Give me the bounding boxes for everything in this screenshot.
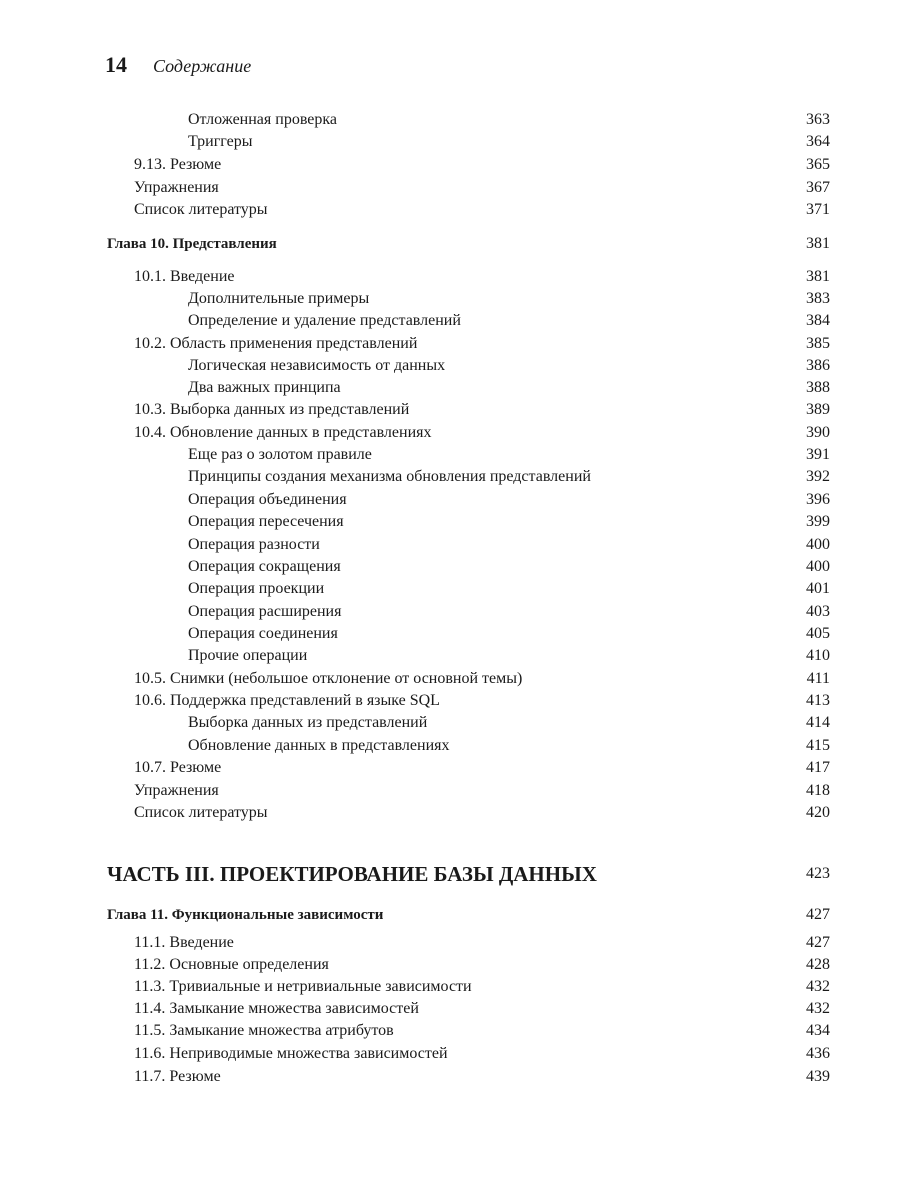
toc-entry-title: Операция сокращения [188, 558, 341, 575]
toc-entry [0, 444, 900, 466]
toc-entry-title: Дополнительные примеры [188, 290, 370, 307]
toc-entry-page-number: 384 [806, 312, 830, 329]
toc-entry [0, 757, 900, 779]
toc-entry-title: Упражнения [134, 782, 219, 799]
toc-entry-page-number: 415 [806, 737, 830, 754]
toc-entry-page-number: 400 [806, 536, 830, 553]
toc-entry [0, 578, 900, 600]
toc-entry-title: Триггеры [188, 133, 253, 150]
toc-entry-title: 10.3. Выборка данных из представлений [134, 401, 410, 418]
toc-entry-page-number: 436 [806, 1045, 830, 1062]
toc-entry [0, 1066, 900, 1088]
toc-entry [0, 266, 900, 288]
toc-entry [0, 199, 900, 221]
toc-entry-title: 11.2. Основные определения [134, 956, 329, 973]
toc-entry-title: Обновление данных в представлениях [188, 737, 450, 754]
toc-entry-title: 11.5. Замыкание множества атрибутов [134, 1022, 394, 1039]
toc-entry-title: ЧАСТЬ III. ПРОЕКТИРОВАНИЕ БАЗЫ ДАННЫХ [107, 862, 597, 886]
toc-entry [0, 954, 900, 976]
toc-entry [0, 998, 900, 1020]
running-title: Содержание [153, 56, 252, 76]
toc-entry [0, 288, 900, 310]
toc-entry [0, 976, 900, 998]
toc-entry-page-number: 427 [806, 906, 830, 923]
toc-entry [0, 310, 900, 332]
toc-entry [0, 712, 900, 734]
toc-entry-title: 10.6. Поддержка представлений в языке SQL [134, 692, 440, 709]
toc-entry-title: Два важных принципа [188, 379, 341, 396]
toc-entry-page-number: 391 [806, 446, 830, 463]
toc-entry-page-number: 432 [806, 1000, 830, 1017]
toc-entry-title: Определение и удаление представлений [188, 312, 461, 329]
toc-entry-page-number: 423 [806, 865, 830, 882]
toc-entry [0, 1020, 900, 1042]
toc-entry [0, 735, 900, 757]
toc-entry-page-number: 389 [806, 401, 830, 418]
toc-entry [0, 154, 900, 176]
toc-entry-title: 10.4. Обновление данных в представлениях [134, 424, 432, 441]
toc-entry-page-number: 414 [806, 714, 830, 731]
toc-entry [0, 645, 900, 667]
toc-entry-title: Принципы создания механизма обновления представлений [188, 468, 591, 485]
toc-entry-title: 10.2. Область применения представлений [134, 335, 418, 352]
toc-entry [0, 511, 900, 533]
toc-entry [0, 556, 900, 578]
running-head [105, 52, 251, 78]
toc-entry-page-number: 392 [806, 468, 830, 485]
toc-entry-page-number: 411 [806, 670, 830, 687]
toc-entry-page-number: 417 [806, 759, 830, 776]
toc-entry [0, 780, 900, 802]
toc-entry-title: Список литературы [134, 804, 268, 821]
toc-entry [0, 668, 900, 690]
toc-entry-page-number: 432 [806, 978, 830, 995]
toc-entry-page-number: 363 [806, 111, 830, 128]
toc-entry-page-number: 439 [806, 1068, 830, 1085]
toc-entry-title: Упражнения [134, 179, 219, 196]
toc-entry-page-number: 399 [806, 513, 830, 530]
toc-chapter-entry [0, 904, 900, 926]
toc-entry-title: 9.13. Резюме [134, 156, 222, 173]
toc-entry-title: 11.7. Резюме [134, 1068, 221, 1085]
toc-entry-title: 11.6. Неприводимые множества зависимостей [134, 1045, 448, 1062]
toc-entry-title: 10.7. Резюме [134, 759, 222, 776]
toc-entry-page-number: 386 [806, 357, 830, 374]
toc-entry-title: Операция проекции [188, 580, 325, 597]
toc-entry [0, 623, 900, 645]
toc-entry [0, 534, 900, 556]
toc-entry-title: Глава 11. Функциональные зависимости [107, 907, 384, 923]
toc-entry [0, 355, 900, 377]
toc-entry-page-number: 364 [806, 133, 830, 150]
toc-entry-page-number: 367 [806, 179, 830, 196]
toc-entry-page-number: 410 [806, 647, 830, 664]
toc-entry-title: Список литературы [134, 201, 268, 218]
toc-entry [0, 333, 900, 355]
toc-entry-page-number: 371 [806, 201, 830, 218]
toc-entry-title: Операция объединения [188, 491, 347, 508]
toc-entry [0, 601, 900, 623]
toc-entry [0, 489, 900, 511]
toc-entry-page-number: 385 [806, 335, 830, 352]
toc-entry-title: Логическая независимость от данных [188, 357, 446, 374]
toc-entry-title: 10.5. Снимки (небольшое отклонение от основной темы) [134, 670, 523, 687]
toc-entry-title: 11.1. Введение [134, 934, 234, 951]
toc-entry-page-number: 405 [806, 625, 830, 642]
toc-entry-page-number: 413 [806, 692, 830, 709]
toc-entry-page-number: 401 [806, 580, 830, 597]
toc-entry-page-number: 381 [806, 268, 830, 285]
toc-entry-page-number: 403 [806, 603, 830, 620]
toc-entry [0, 1043, 900, 1065]
toc-entry-title: Еще раз о золотом правиле [188, 446, 372, 463]
toc-entry-page-number: 428 [806, 956, 830, 973]
toc-entry-page-number: 434 [806, 1022, 830, 1039]
toc-entry [0, 932, 900, 954]
toc-entry-title: Выборка данных из представлений [188, 714, 428, 731]
toc-part-entry [0, 859, 900, 889]
toc-entry [0, 690, 900, 712]
toc-entry-page-number: 427 [806, 934, 830, 951]
toc-entry-page-number: 400 [806, 558, 830, 575]
toc-entry-title: Глава 10. Представления [107, 236, 277, 252]
toc-entry-title: Операция расширения [188, 603, 342, 620]
toc-entry-page-number: 420 [806, 804, 830, 821]
toc-entry [0, 802, 900, 824]
toc-entry-title: Операция разности [188, 536, 320, 553]
toc-entry [0, 177, 900, 199]
toc-entry-title: Операция пересечения [188, 513, 344, 530]
page-number: 14 [105, 52, 127, 77]
toc-entry-page-number: 388 [806, 379, 830, 396]
toc-entry [0, 377, 900, 399]
toc-entry [0, 131, 900, 153]
toc-entry-title: 11.4. Замыкание множества зависимостей [134, 1000, 419, 1017]
toc-entry-page-number: 396 [806, 491, 830, 508]
toc-entry-title: Прочие операции [188, 647, 308, 664]
toc-entry-page-number: 418 [806, 782, 830, 799]
toc-entry-title: 10.1. Введение [134, 268, 235, 285]
toc-entry-page-number: 390 [806, 424, 830, 441]
toc-entry [0, 466, 900, 488]
toc-entry-page-number: 381 [806, 235, 830, 252]
toc-entry-title: Операция соединения [188, 625, 338, 642]
toc-entry [0, 109, 900, 131]
toc-entry [0, 399, 900, 421]
toc-entry-title: Отложенная проверка [188, 111, 338, 128]
toc-entry-page-number: 365 [806, 156, 830, 173]
toc-entry-page-number: 383 [806, 290, 830, 307]
toc-chapter-entry [0, 233, 900, 255]
toc-entry [0, 422, 900, 444]
toc-entry-title: 11.3. Тривиальные и нетривиальные зависимости [134, 978, 472, 995]
